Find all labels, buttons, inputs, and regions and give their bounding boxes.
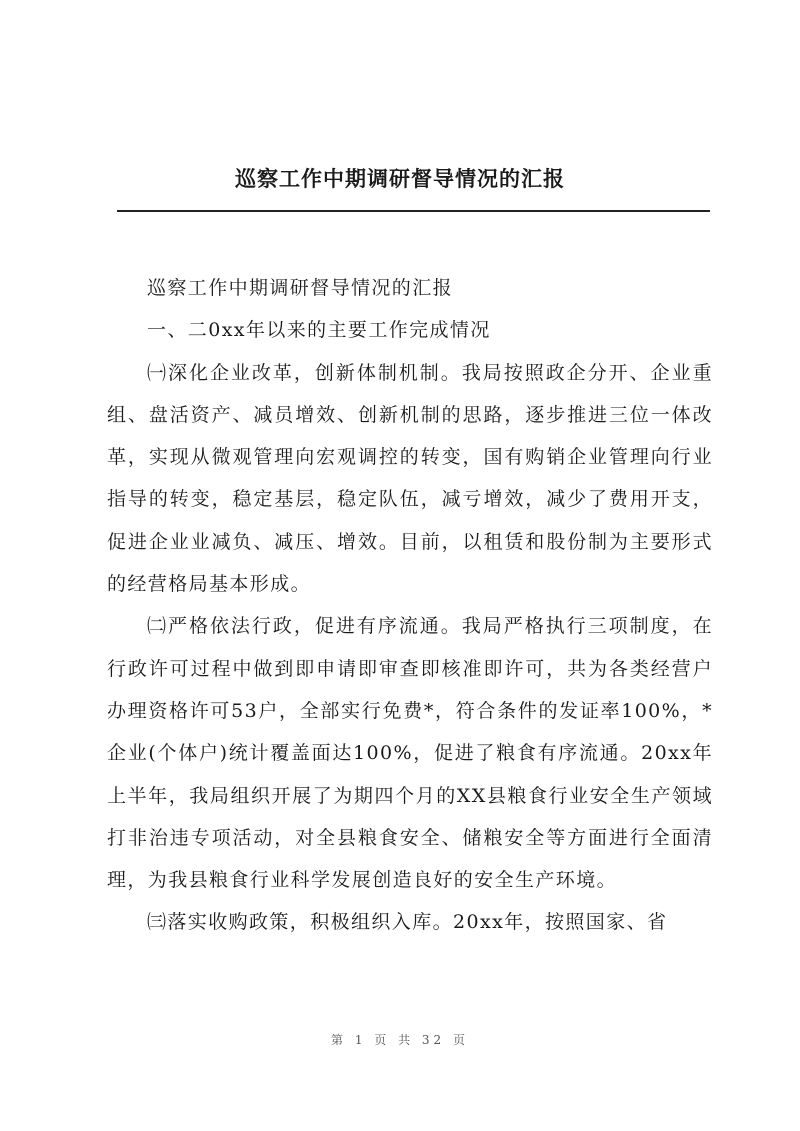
paragraph-heading: 巡察工作中期调研督导情况的汇报	[147, 277, 454, 299]
page-number-footer: 第 1 页 共 32 页	[331, 1033, 469, 1047]
document-body	[107, 267, 713, 944]
document-title: 巡察工作中期调研督导情况的汇报	[235, 166, 565, 191]
paragraph-reform: ㈠深化企业改革，创新体制机制。我局按照政企分开、企业重组、盘活资产、减员增效、创新机制的思路，逐步推进三位一体改革，实现从微观管理向宏观调控的转变，国有购销企业管理向行业指导的转变，稳定基层，稳定队伍，减亏增效，减少了费用开支，促进企业业减负、减压、增效。目前，以租赁和股份制为主要形式的经营格局基本形成。	[107, 361, 713, 596]
title-underline-divider	[117, 210, 710, 212]
paragraph-section-one: 一、二0xx年以来的主要工作完成情况	[147, 319, 491, 342]
paragraph-law-enforcement: ㈡严格依法行政，促进有序流通。我局严格执行三项制度，在行政许可过程中做到即申请即审查即核准即许可，共为各类经营户办理资格许可53户，全部实行免费*，符合条件的发证率100%，*企业(个体户)统计覆盖面达100%，促进了粮食有序流通。20xx年上半年，我局组织开展了为期四个月的XX县粮食行业安全生产领域打非治违专项活动，对全县粮食安全、储粮安全等方面进行全面清理，为我县粮食行业科学发展创造良好的安全生产环境。	[107, 615, 713, 892]
paragraph-purchase-policy: ㈢落实收购政策，积极组织入库。20xx年，按照国家、省	[147, 911, 668, 934]
